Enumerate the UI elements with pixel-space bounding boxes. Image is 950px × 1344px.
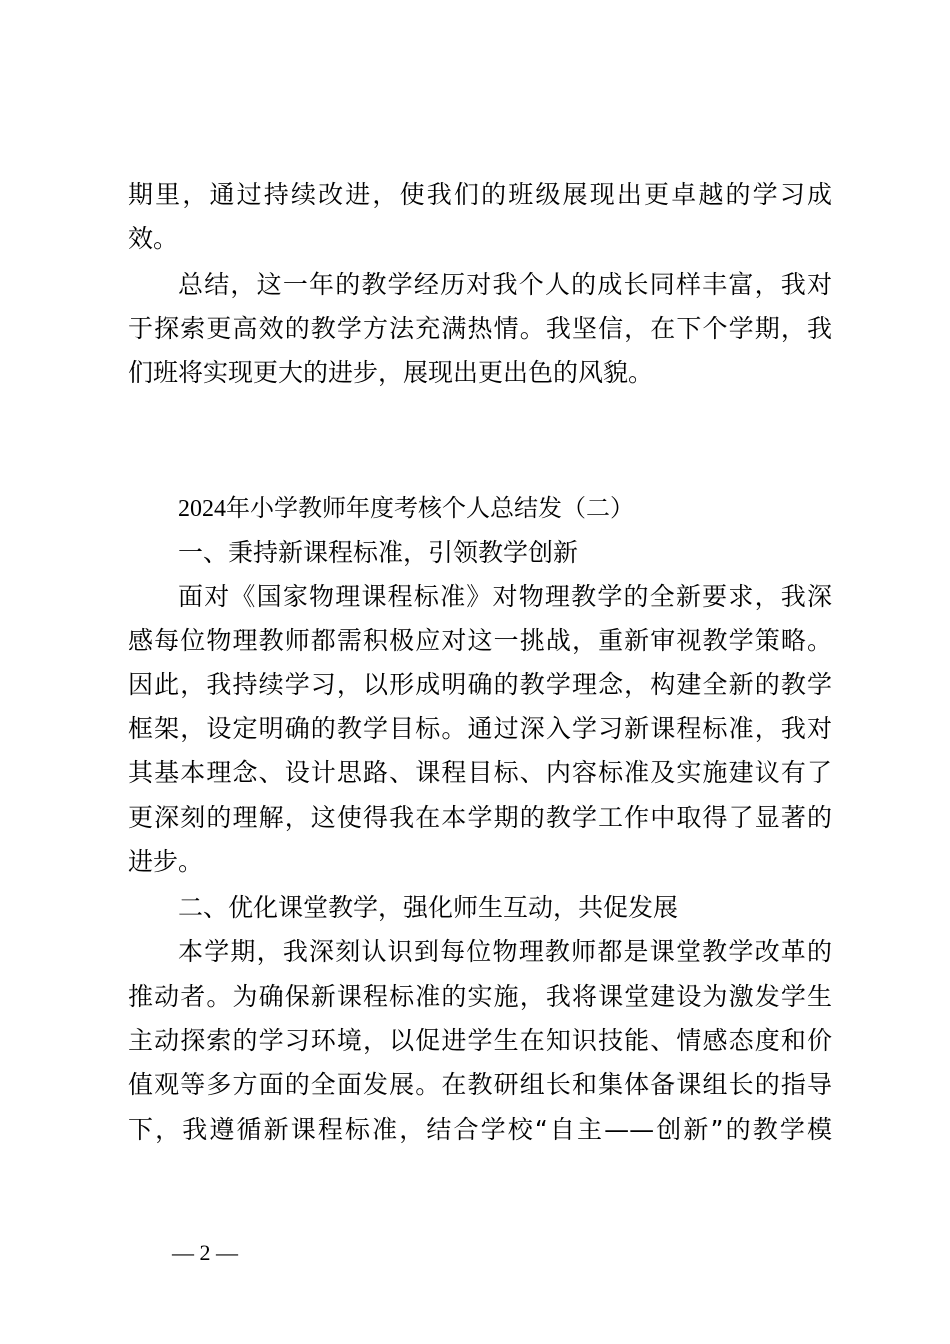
text-line: 于探索更高效的教学方法充满热情。我坚信，在下个学期，我 bbox=[128, 314, 832, 343]
text-line: 更深刻的理解，这使得我在本学期的教学工作中取得了显著的 bbox=[128, 803, 832, 832]
text-line: 主动探索的学习环境，以促进学生在知识技能、情感态度和价 bbox=[128, 1026, 832, 1055]
heading-1: 一、秉持新课程标准，引领教学创新 bbox=[178, 538, 579, 567]
text-line: 其基本理念、设计思路、课程目标、内容标准及实施建议有了 bbox=[128, 758, 832, 787]
text-line: 值观等多方面的全面发展。在教研组长和集体备课组长的指导 bbox=[128, 1070, 832, 1099]
text-line: 效。 bbox=[128, 224, 179, 253]
text-line: 期里，通过持续改进，使我们的班级展现出更卓越的学习成 bbox=[128, 180, 832, 209]
text-line: 框架，设定明确的教学目标。通过深入学习新课程标准，我对 bbox=[128, 714, 832, 743]
text-line: 面对《国家物理课程标准》对物理教学的全新要求，我深 bbox=[178, 582, 832, 611]
text-line: 进步。 bbox=[128, 847, 204, 876]
text-line: 们班将实现更大的进步，展现出更出色的风貌。 bbox=[128, 358, 654, 387]
section-title: 2024年小学教师年度考核个人总结发（二） bbox=[178, 496, 634, 522]
heading-2: 二、优化课堂教学，强化师生互动，共促发展 bbox=[178, 893, 679, 922]
text-line: 本学期，我深刻认识到每位物理教师都是课堂教学改革的 bbox=[178, 937, 832, 966]
text-line: 下，我遵循新课程标准，结合学校“自主——创新”的教学模 bbox=[128, 1115, 832, 1144]
text-line: 感每位物理教师都需积极应对这一挑战，重新审视教学策略。 bbox=[128, 626, 832, 655]
page-number: — 2 — bbox=[172, 1240, 238, 1265]
text-line: 推动者。为确保新课程标准的实施，我将课堂建设为激发学生 bbox=[128, 982, 832, 1011]
text-line: 因此，我持续学习，以形成明确的教学理念，构建全新的教学 bbox=[128, 670, 832, 699]
text-line: 总结，这一年的教学经历对我个人的成长同样丰富，我对 bbox=[178, 270, 832, 299]
